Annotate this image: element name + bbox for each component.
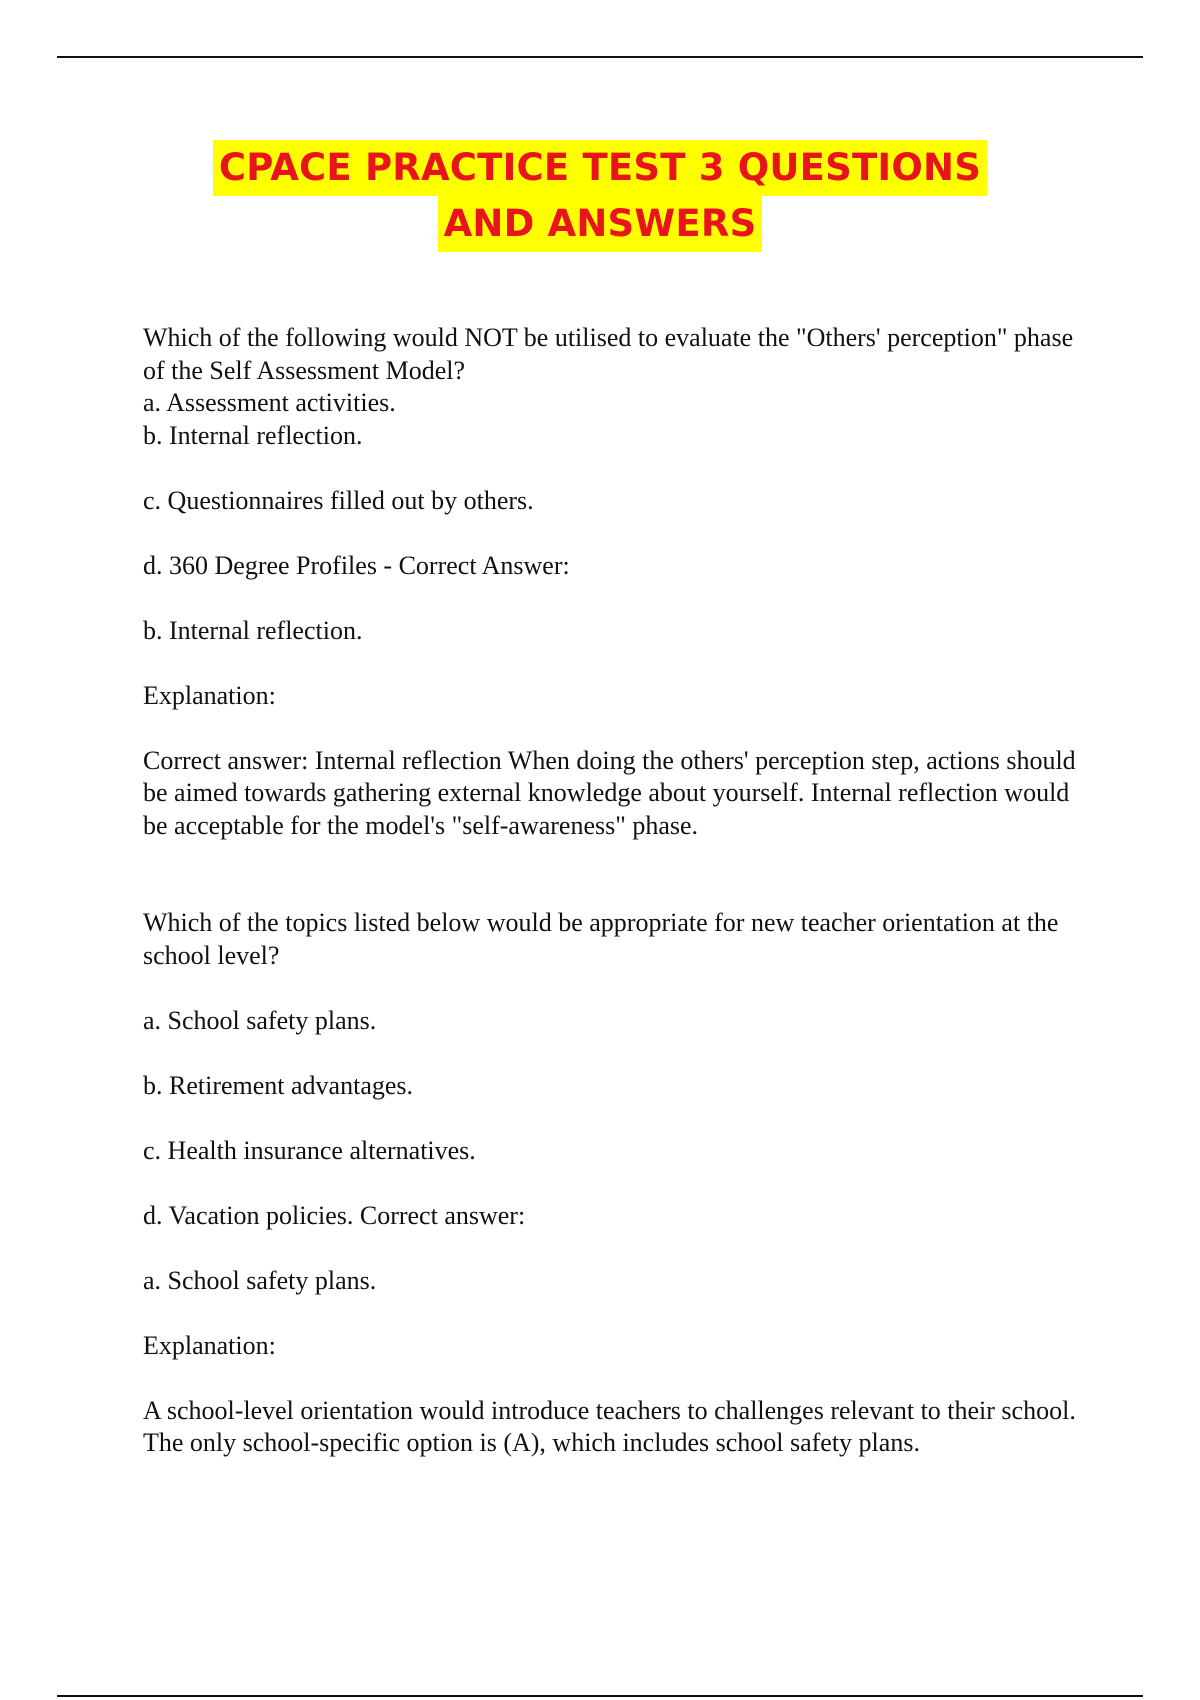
question-1-explanation: Correct answer: Internal reflection When doing the others' perception step, actions should be aimed towards gathering external knowledge about yourself. Internal reflection would be acceptable for the model's "self-awareness" phase. [143, 745, 1076, 840]
title-line-2: AND ANSWERS [438, 196, 763, 252]
bottom-rule [57, 1695, 1143, 1697]
question-1-option-a: a. Assessment activities. [143, 388, 396, 417]
question-1-option-c: c. Questionnaires filled out by others. [143, 485, 534, 515]
question-2-option-d: d. Vacation policies. Correct answer: [143, 1200, 526, 1230]
question-2-option-a: a. School safety plans. [143, 1005, 377, 1035]
question-1-option-b: b. Internal reflection. [143, 420, 363, 450]
question-2-option-b: b. Retirement advantages. [143, 1070, 414, 1100]
document-title [0, 140, 1200, 252]
title-line-1: CPACE PRACTICE TEST 3 QUESTIONS [213, 140, 987, 196]
question-2-explanation-label: Explanation: [143, 1330, 276, 1360]
question-1-explanation-label: Explanation: [143, 680, 276, 710]
question-2-option-c: c. Health insurance alternatives. [143, 1135, 476, 1165]
question-2-text: Which of the topics listed below would be appropriate for new teacher orientation at the school level? [143, 908, 1059, 970]
question-2-explanation: A school-level orientation would introduce teachers to challenges relevant to their school. The only school-specific option is (A), which includes school safety plans. [143, 1395, 1076, 1457]
question-2-answer: a. School safety plans. [143, 1265, 377, 1295]
question-1-answer: b. Internal reflection. [143, 615, 363, 645]
question-1-option-d: d. 360 Degree Profiles - Correct Answer: [143, 550, 570, 580]
top-rule [57, 56, 1143, 58]
question-1-text: Which of the following would NOT be utilised to evaluate the "Others' perception" phase of the Self Assessment Model? [143, 323, 1074, 385]
document-body [143, 322, 1088, 1460]
